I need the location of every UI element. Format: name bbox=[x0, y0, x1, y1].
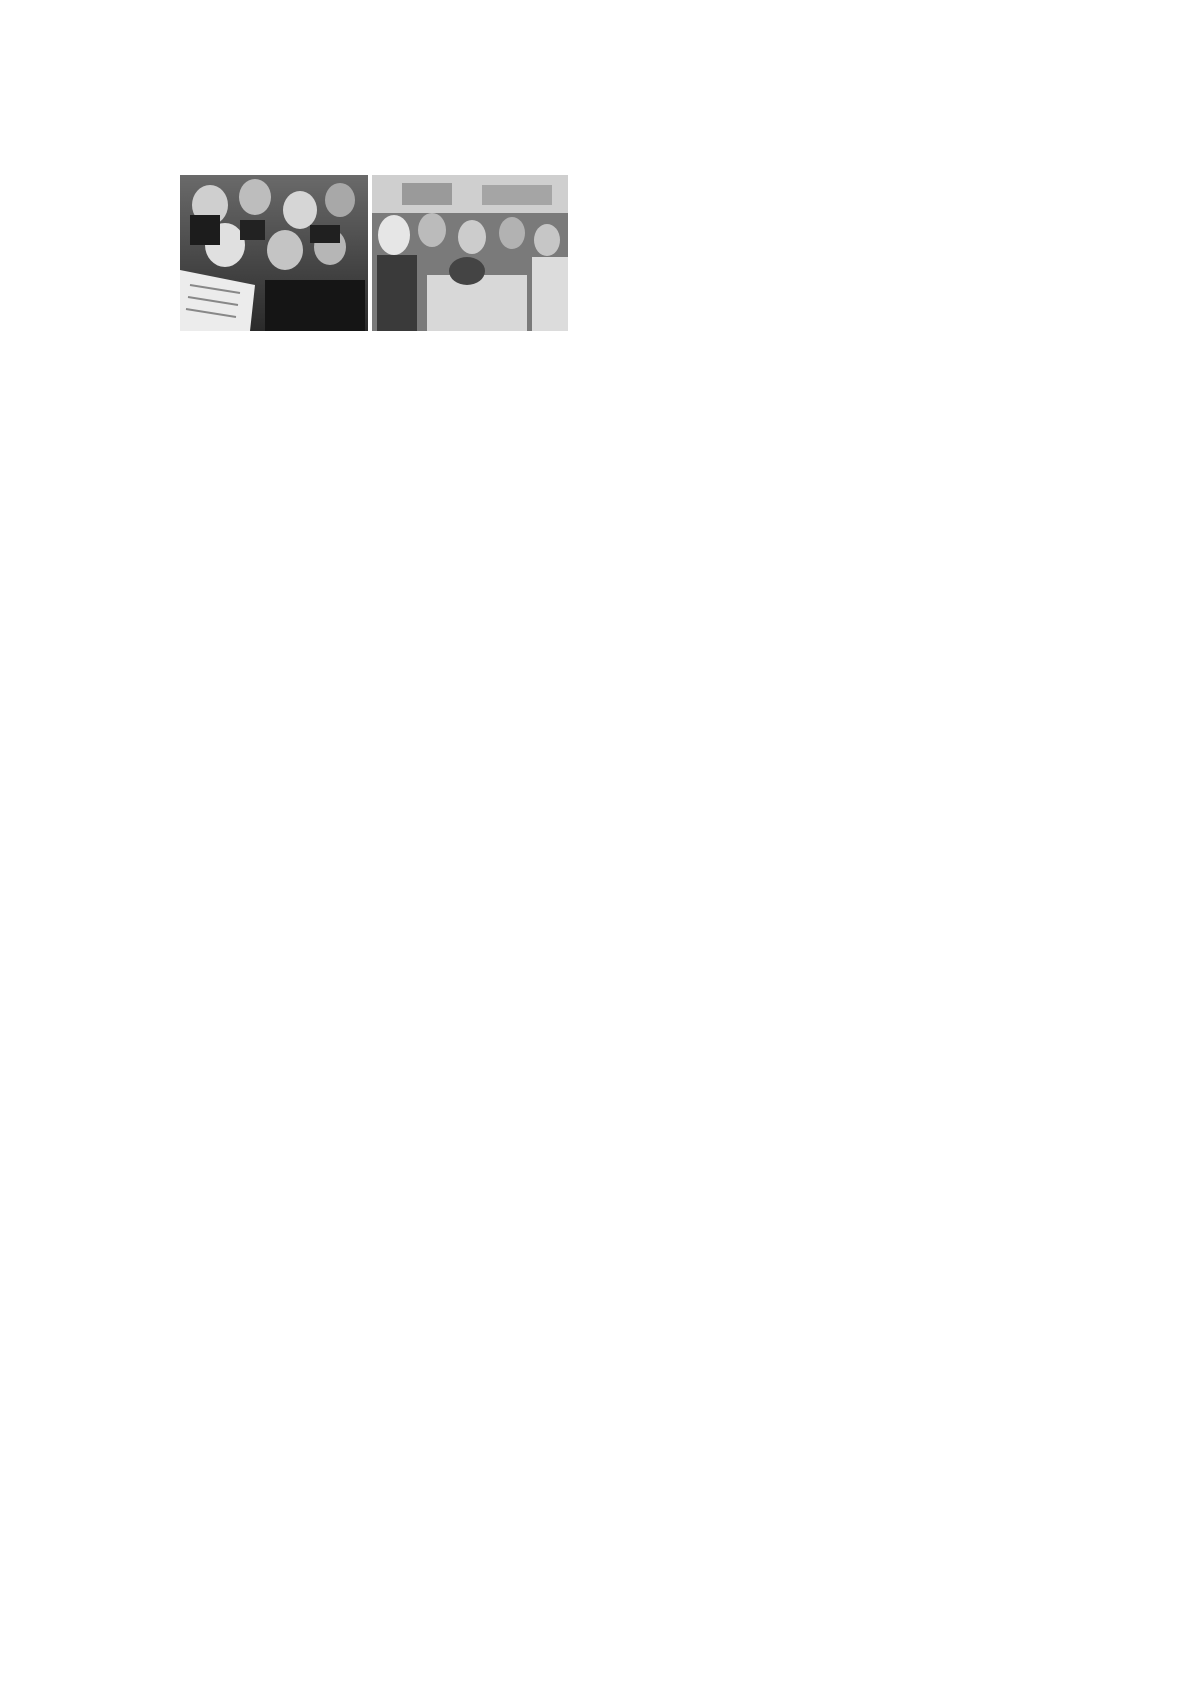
photo-cooperative-signup bbox=[372, 175, 568, 331]
section-gap bbox=[180, 132, 1020, 165]
photo-land-reform bbox=[180, 175, 368, 331]
historical-photos bbox=[180, 175, 600, 331]
document-page bbox=[180, 132, 1020, 343]
